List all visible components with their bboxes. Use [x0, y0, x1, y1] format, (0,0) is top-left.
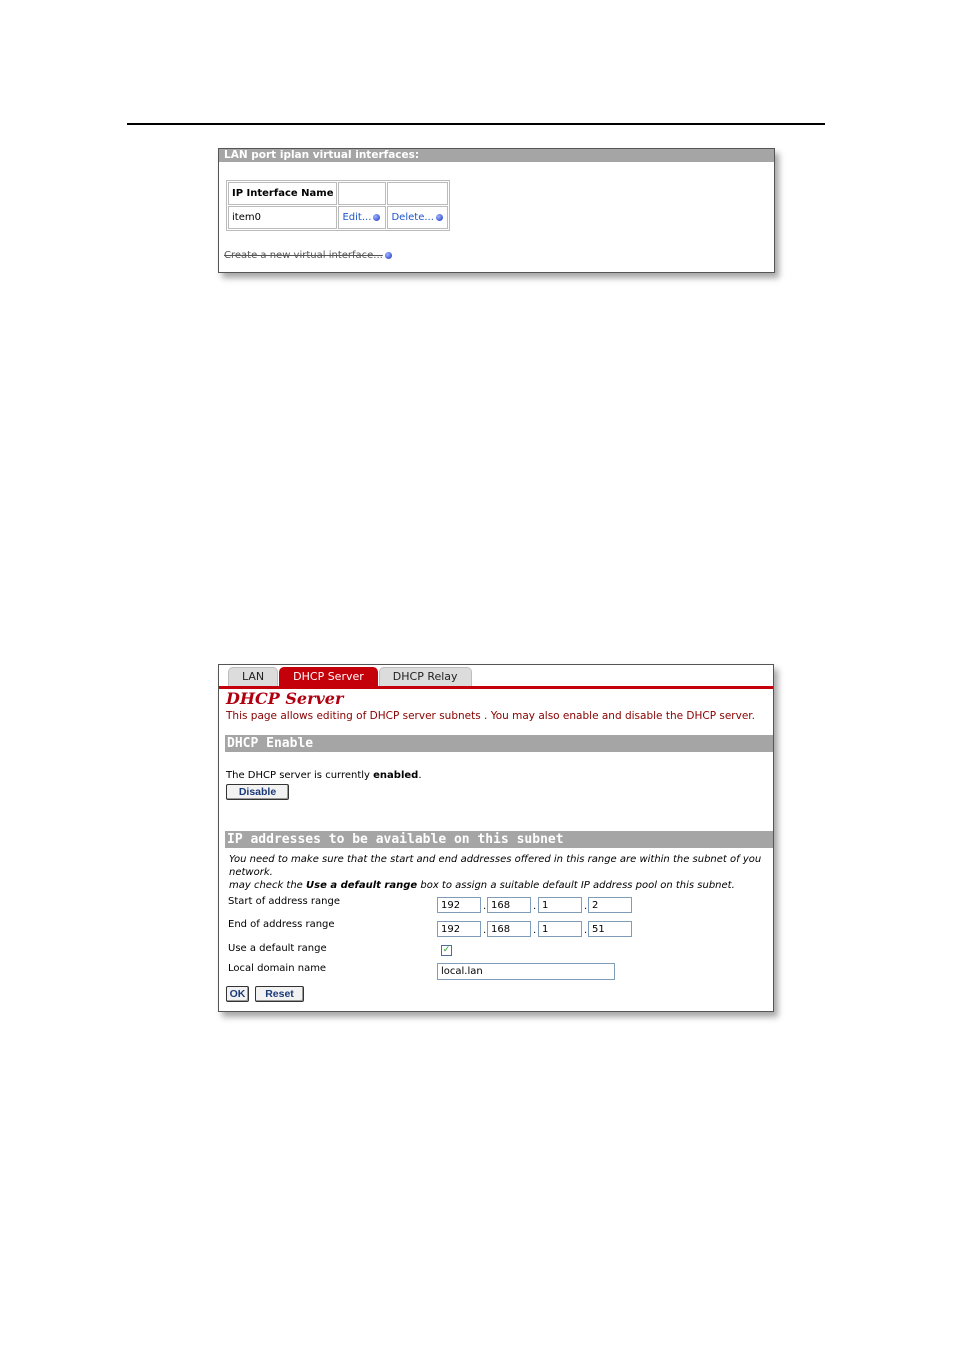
start-octet-4-input[interactable]: 2	[588, 897, 632, 913]
octet-separator: .	[483, 925, 487, 936]
page-title: DHCP Server	[226, 689, 344, 708]
dhcp-enable-section-header: DHCP Enable	[225, 735, 774, 752]
subnet-hint	[229, 853, 774, 892]
interface-name-cell: item0	[228, 206, 337, 229]
tab-lan[interactable]: LAN	[228, 667, 278, 686]
hint-line-2-suffix: box to assign a suitable default IP address pool on this subnet.	[417, 880, 735, 891]
end-octet-3-input[interactable]: 1	[538, 921, 582, 937]
create-interface-label[interactable]: Create a new virtual interface...	[224, 250, 383, 261]
hint-line-2	[229, 879, 774, 892]
start-octet-1-input[interactable]: 192	[437, 897, 481, 913]
domain-name-label: Local domain name	[228, 963, 327, 974]
hint-line-2-bold: Use a default range	[306, 880, 418, 891]
octet-separator: .	[483, 901, 487, 912]
status-prefix: The DHCP server is currently	[226, 770, 374, 781]
tab-bar	[228, 667, 473, 686]
go-arrow-icon[interactable]	[385, 252, 392, 259]
start-octet-3-input[interactable]: 1	[538, 897, 582, 913]
go-arrow-icon[interactable]	[436, 214, 443, 221]
create-interface-link[interactable]	[224, 250, 392, 261]
column-header-edit	[338, 182, 386, 205]
hint-line-1: You need to make sure that the start and end addresses offered in this range are within the subnet of you network.	[229, 854, 762, 878]
interfaces-table	[226, 180, 450, 231]
end-octet-2-input[interactable]: 168	[487, 921, 531, 937]
hint-line-2-prefix: may check the	[229, 880, 307, 891]
checkmark-icon: ✓	[442, 945, 451, 955]
column-header-delete	[387, 182, 448, 205]
delete-link[interactable]: Delete...	[391, 212, 434, 223]
end-octet-4-input[interactable]: 51	[588, 921, 632, 937]
start-octet-2-input[interactable]: 168	[487, 897, 531, 913]
go-arrow-icon[interactable]	[373, 214, 380, 221]
octet-separator: .	[584, 901, 588, 912]
octet-separator: .	[533, 901, 537, 912]
octet-separator: .	[584, 925, 588, 936]
status-suffix: .	[418, 770, 422, 781]
dhcp-server-panel	[218, 664, 774, 1012]
ok-button[interactable]: OK	[226, 986, 249, 1002]
start-range-label: Start of address range	[228, 896, 340, 907]
tab-dhcp-relay[interactable]: DHCP Relay	[379, 667, 472, 686]
octet-separator: .	[533, 925, 537, 936]
default-range-label: Use a default range	[228, 943, 327, 954]
end-octet-1-input[interactable]: 192	[437, 921, 481, 937]
status-value: enabled	[373, 770, 419, 781]
table-row	[228, 206, 448, 229]
disable-button[interactable]: Disable	[226, 784, 289, 800]
end-range-label: End of address range	[228, 919, 335, 930]
domain-name-input[interactable]: local.lan	[437, 963, 615, 980]
tab-dhcp-server[interactable]: DHCP Server	[279, 667, 378, 686]
default-range-checkbox[interactable]	[441, 945, 452, 956]
virtual-interfaces-panel	[218, 148, 775, 273]
dhcp-status-text	[226, 770, 422, 781]
subnet-section-header: IP addresses to be available on this subnet	[225, 831, 774, 848]
table-header-row	[228, 182, 448, 205]
reset-button[interactable]: Reset	[255, 986, 304, 1002]
panel-header: LAN port iplan virtual interfaces:	[219, 149, 774, 162]
column-header-name: IP Interface Name	[228, 182, 337, 205]
edit-cell	[338, 206, 386, 229]
delete-cell	[387, 206, 448, 229]
edit-link[interactable]: Edit...	[342, 212, 372, 223]
header-rule	[127, 123, 825, 125]
page-description: This page allows editing of DHCP server subnets . You may also enable and disable the DHCP server.	[226, 710, 755, 722]
